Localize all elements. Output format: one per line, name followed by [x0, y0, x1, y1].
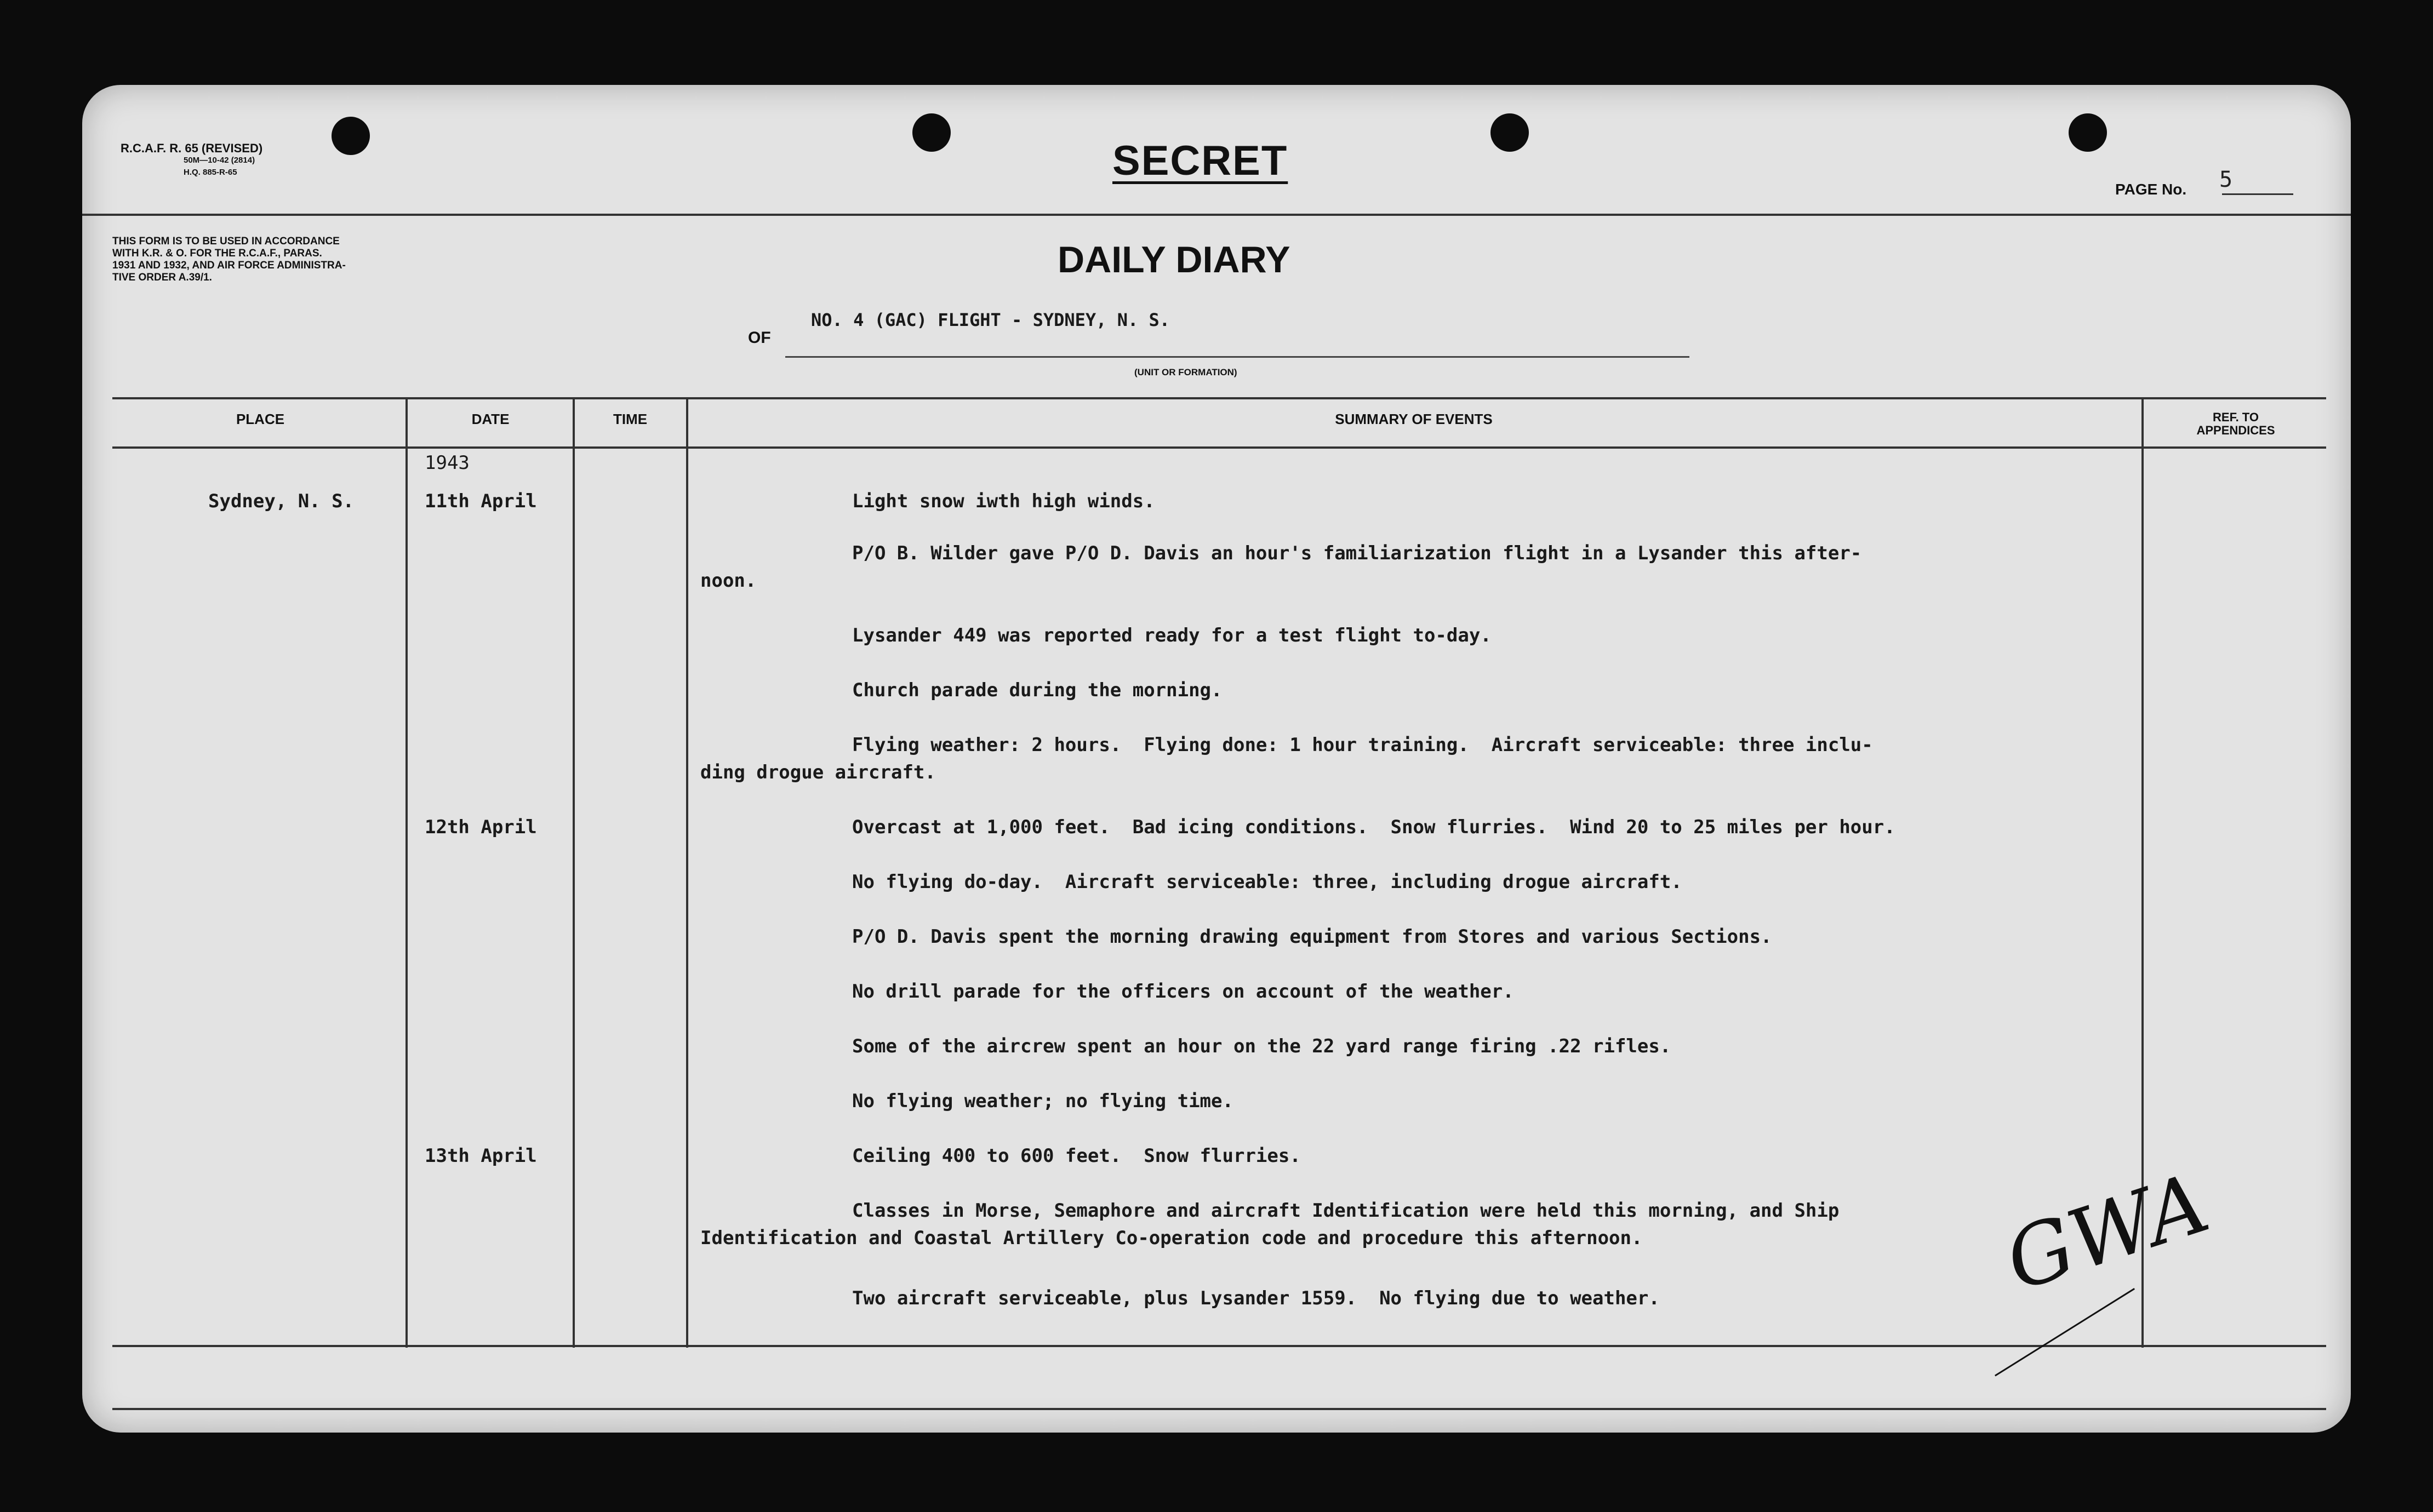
handwritten-signature: GWA [1995, 1155, 2220, 1310]
column-divider [573, 397, 575, 1348]
entry-date: 11th April [425, 490, 537, 512]
summary-line: noon. [700, 570, 757, 592]
summary-line: P/O B. Wilder gave P/O D. Davis an hour's familiarization flight in a Lysander this after- [852, 542, 1862, 564]
page-number: 5 [2219, 167, 2233, 192]
summary-line: Light snow iwth high winds. [852, 490, 1155, 512]
summary-line: Two aircraft serviceable, plus Lysander 1559. No flying due to weather. [852, 1287, 1660, 1309]
diary-card [82, 85, 2351, 1433]
header-rule [82, 214, 2351, 216]
form-print-code: 50M—10-42 (2814) [184, 156, 255, 165]
instruction-line: THIS FORM IS TO BE USED IN ACCORDANCE [112, 236, 340, 247]
instruction-line: TIVE ORDER A.39/1. [112, 272, 212, 283]
column-divider [406, 397, 408, 1348]
summary-line: Lysander 449 was reported ready for a test flight to-day. [852, 625, 1492, 646]
summary-line: Some of the aircrew spent an hour on the 22 yard range firing .22 rifles. [852, 1035, 1671, 1057]
classification-heading: SECRET [1112, 138, 1288, 184]
table-bottom-rule [112, 1345, 2326, 1347]
summary-line: Identification and Coastal Artillery Co-operation code and procedure this afternoon. [700, 1227, 1643, 1249]
summary-line: Classes in Morse, Semaphore and aircraft Identification were held this morning, and Ship [852, 1200, 1840, 1222]
unit-caption: (UNIT OR FORMATION) [1134, 367, 1237, 377]
punch-hole [1490, 113, 1529, 152]
punch-hole [2069, 113, 2107, 152]
column-header-summary: SUMMARY OF EVENTS [1335, 411, 1493, 427]
form-identifier [121, 142, 262, 179]
form-hq-code: H.Q. 885-R-65 [184, 168, 237, 177]
page-title: DAILY DIARY [1058, 239, 1290, 280]
instruction-line: 1931 AND 1932, AND AIR FORCE ADMINISTRA- [112, 260, 346, 271]
column-header-appendices [2145, 411, 2326, 437]
summary-line: P/O D. Davis spent the morning drawing equipment from Stores and various Sections. [852, 926, 1772, 948]
signature-stroke [1995, 1288, 2135, 1377]
summary-line: Flying weather: 2 hours. Flying done: 1 hour training. Aircraft serviceable: three inclu- [852, 734, 1873, 756]
summary-line: Ceiling 400 to 600 feet. Snow flurries. [852, 1145, 1301, 1167]
summary-line: No flying do-day. Aircraft serviceable: three, including drogue aircraft. [852, 871, 1682, 893]
summary-line: Church parade during the morning. [852, 679, 1223, 701]
table-top-rule [112, 397, 2326, 399]
of-label: OF [748, 329, 771, 347]
table-header-rule [112, 446, 2326, 449]
column-header-place: PLACE [236, 411, 285, 427]
column-header-date: DATE [471, 411, 510, 427]
page-number-line [2222, 193, 2293, 195]
summary-line: No drill parade for the officers on account of the weather. [852, 981, 1514, 1003]
entry-date: 12th April [425, 816, 537, 838]
entry-year: 1943 [425, 452, 470, 474]
appendices-header-line: APPENDICES [2196, 423, 2275, 437]
column-divider [686, 397, 688, 1348]
instructions-note [112, 236, 441, 284]
unit-underline [785, 356, 1689, 358]
appendices-header-line: REF. TO [2213, 410, 2259, 424]
entry-place: Sydney, N. S. [208, 490, 355, 512]
column-header-time: TIME [613, 411, 648, 427]
summary-line: Overcast at 1,000 feet. Bad icing conditions. Snow flurries. Wind 20 to 25 miles per hour. [852, 816, 1895, 838]
unit-name: NO. 4 (GAC) FLIGHT - SYDNEY, N. S. [811, 310, 1170, 330]
page-label: PAGE No. [2115, 181, 2187, 198]
summary-line: No flying weather; no flying time. [852, 1090, 1233, 1112]
summary-line: ding drogue aircraft. [700, 761, 936, 783]
punch-hole [332, 117, 370, 155]
entry-date: 13th April [425, 1145, 537, 1167]
punch-hole [912, 113, 951, 152]
instruction-line: WITH K.R. & O. FOR THE R.C.A.F., PARAS. [112, 248, 322, 259]
form-number: R.C.A.F. R. 65 (REVISED) [121, 141, 263, 155]
card-bottom-rule [112, 1408, 2326, 1410]
